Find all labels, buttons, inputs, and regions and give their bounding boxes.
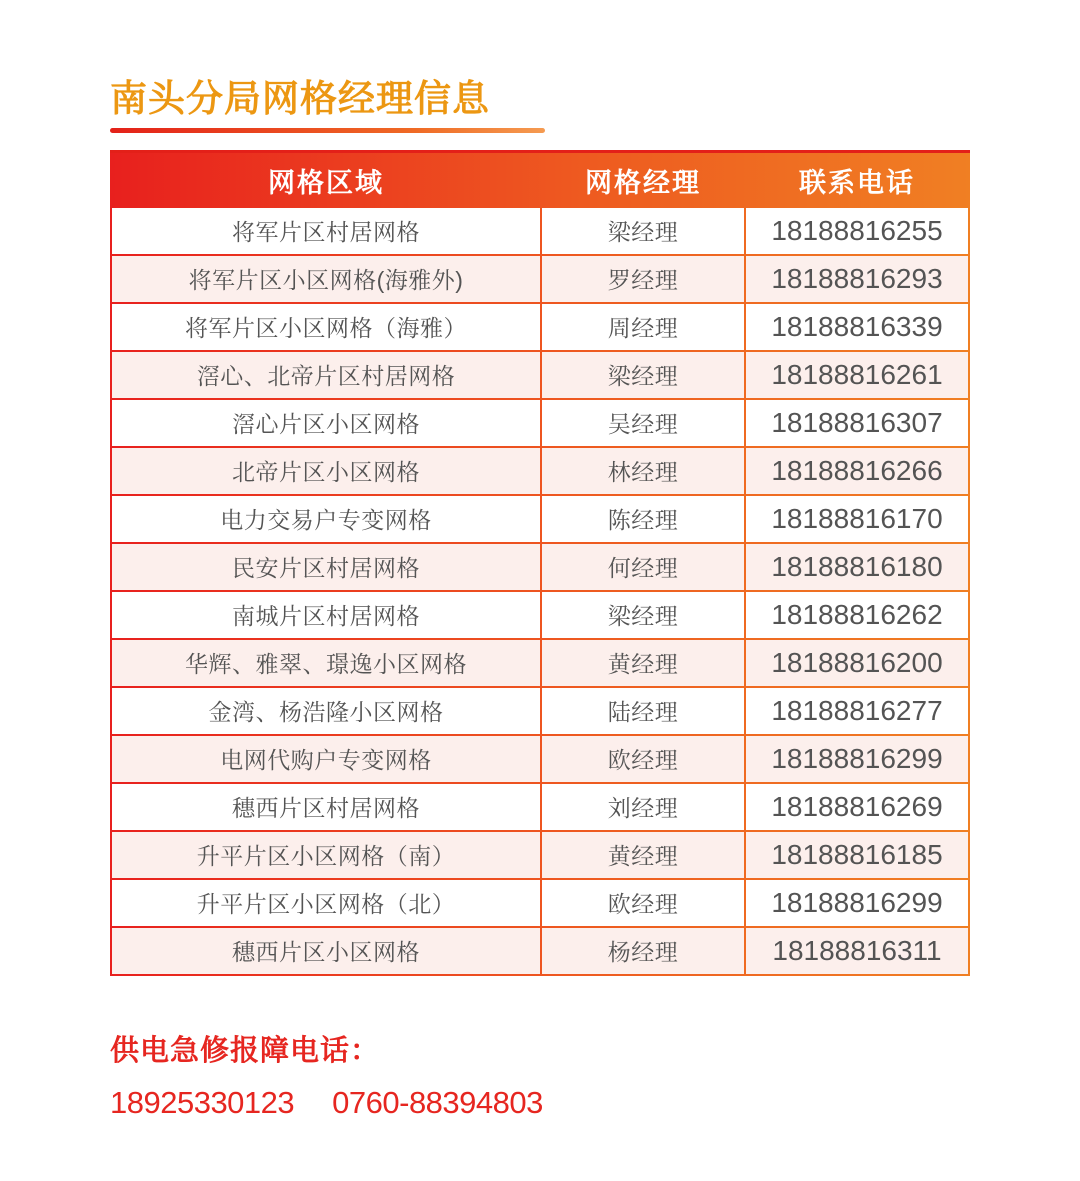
area-cell: 滘心片区小区网格 bbox=[112, 400, 540, 446]
table-row bbox=[112, 832, 968, 878]
manager-cell: 吴经理 bbox=[542, 400, 744, 446]
manager-cell: 欧经理 bbox=[542, 736, 744, 782]
phone-cell: 18188816200 bbox=[746, 640, 968, 686]
manager-cell: 周经理 bbox=[542, 304, 744, 350]
manager-cell: 林经理 bbox=[542, 448, 744, 494]
area-cell: 穗西片区小区网格 bbox=[112, 928, 540, 974]
emergency-phone-label: 供电急修报障电话： bbox=[110, 1034, 381, 1067]
area-cell: 滘心、北帝片区村居网格 bbox=[112, 352, 540, 398]
phone-cell: 18188816293 bbox=[746, 256, 968, 302]
phone-cell: 18188816180 bbox=[746, 544, 968, 590]
area-cell: 电力交易户专变网格 bbox=[112, 496, 540, 542]
table-header-row bbox=[112, 155, 968, 206]
table-row bbox=[112, 304, 968, 350]
table-row bbox=[112, 400, 968, 446]
manager-cell: 陆经理 bbox=[542, 688, 744, 734]
footer bbox=[110, 1028, 970, 1121]
phone-cell: 18188816255 bbox=[746, 208, 968, 254]
phone-cell: 18188816170 bbox=[746, 496, 968, 542]
manager-cell: 黄经理 bbox=[542, 832, 744, 878]
area-cell: 金湾、杨浩隆小区网格 bbox=[112, 688, 540, 734]
page-title: 南头分局网格经理信息 bbox=[110, 78, 490, 119]
table-row bbox=[112, 544, 968, 590]
phone-cell: 18188816307 bbox=[746, 400, 968, 446]
area-cell: 升平片区小区网格（南） bbox=[112, 832, 540, 878]
manager-cell: 何经理 bbox=[542, 544, 744, 590]
table-row bbox=[112, 496, 968, 542]
area-cell: 穗西片区村居网格 bbox=[112, 784, 540, 830]
table-body bbox=[112, 208, 968, 974]
table-row bbox=[112, 208, 968, 254]
emergency-phone-landline: 0760-88394803 bbox=[332, 1084, 543, 1120]
manager-cell: 梁经理 bbox=[542, 592, 744, 638]
column-header-area: 网格区域 bbox=[268, 167, 384, 198]
area-cell: 电网代购户专变网格 bbox=[112, 736, 540, 782]
area-cell: 北帝片区小区网格 bbox=[112, 448, 540, 494]
table-row bbox=[112, 448, 968, 494]
manager-cell: 黄经理 bbox=[542, 640, 744, 686]
phone-cell: 18188816277 bbox=[746, 688, 968, 734]
phone-cell: 18188816299 bbox=[746, 880, 968, 926]
table-row bbox=[112, 640, 968, 686]
manager-cell: 罗经理 bbox=[542, 256, 744, 302]
manager-cell: 欧经理 bbox=[542, 880, 744, 926]
phone-cell: 18188816299 bbox=[746, 736, 968, 782]
phone-cell: 18188816185 bbox=[746, 832, 968, 878]
content-column bbox=[110, 0, 970, 1121]
manager-cell: 梁经理 bbox=[542, 208, 744, 254]
phone-cell: 18188816269 bbox=[746, 784, 968, 830]
table-row bbox=[112, 688, 968, 734]
area-cell: 升平片区小区网格（北） bbox=[112, 880, 540, 926]
manager-cell: 刘经理 bbox=[542, 784, 744, 830]
table-row bbox=[112, 592, 968, 638]
manager-table bbox=[110, 150, 970, 976]
emergency-phone-numbers bbox=[110, 1085, 970, 1121]
area-cell: 华辉、雅翠、璟逸小区网格 bbox=[112, 640, 540, 686]
phone-cell: 18188816339 bbox=[746, 304, 968, 350]
column-header-manager: 网格经理 bbox=[585, 167, 701, 198]
area-cell: 民安片区村居网格 bbox=[112, 544, 540, 590]
area-cell: 将军片区村居网格 bbox=[112, 208, 540, 254]
manager-cell: 陈经理 bbox=[542, 496, 744, 542]
table-row bbox=[112, 880, 968, 926]
phone-cell: 18188816261 bbox=[746, 352, 968, 398]
phone-cell: 18188816311 bbox=[746, 928, 968, 974]
area-cell: 南城片区村居网格 bbox=[112, 592, 540, 638]
table-row bbox=[112, 784, 968, 830]
phone-cell: 18188816262 bbox=[746, 592, 968, 638]
area-cell: 将军片区小区网格（海雅） bbox=[112, 304, 540, 350]
area-cell: 将军片区小区网格(海雅外) bbox=[112, 256, 540, 302]
title-underline bbox=[110, 128, 545, 133]
column-header-phone: 联系电话 bbox=[799, 167, 915, 198]
emergency-phone-mobile: 18925330123 bbox=[110, 1084, 295, 1120]
manager-cell: 梁经理 bbox=[542, 352, 744, 398]
phone-cell: 18188816266 bbox=[746, 448, 968, 494]
manager-cell: 杨经理 bbox=[542, 928, 744, 974]
table-row bbox=[112, 928, 968, 974]
table-row bbox=[112, 352, 968, 398]
table-row bbox=[112, 256, 968, 302]
table-row bbox=[112, 736, 968, 782]
